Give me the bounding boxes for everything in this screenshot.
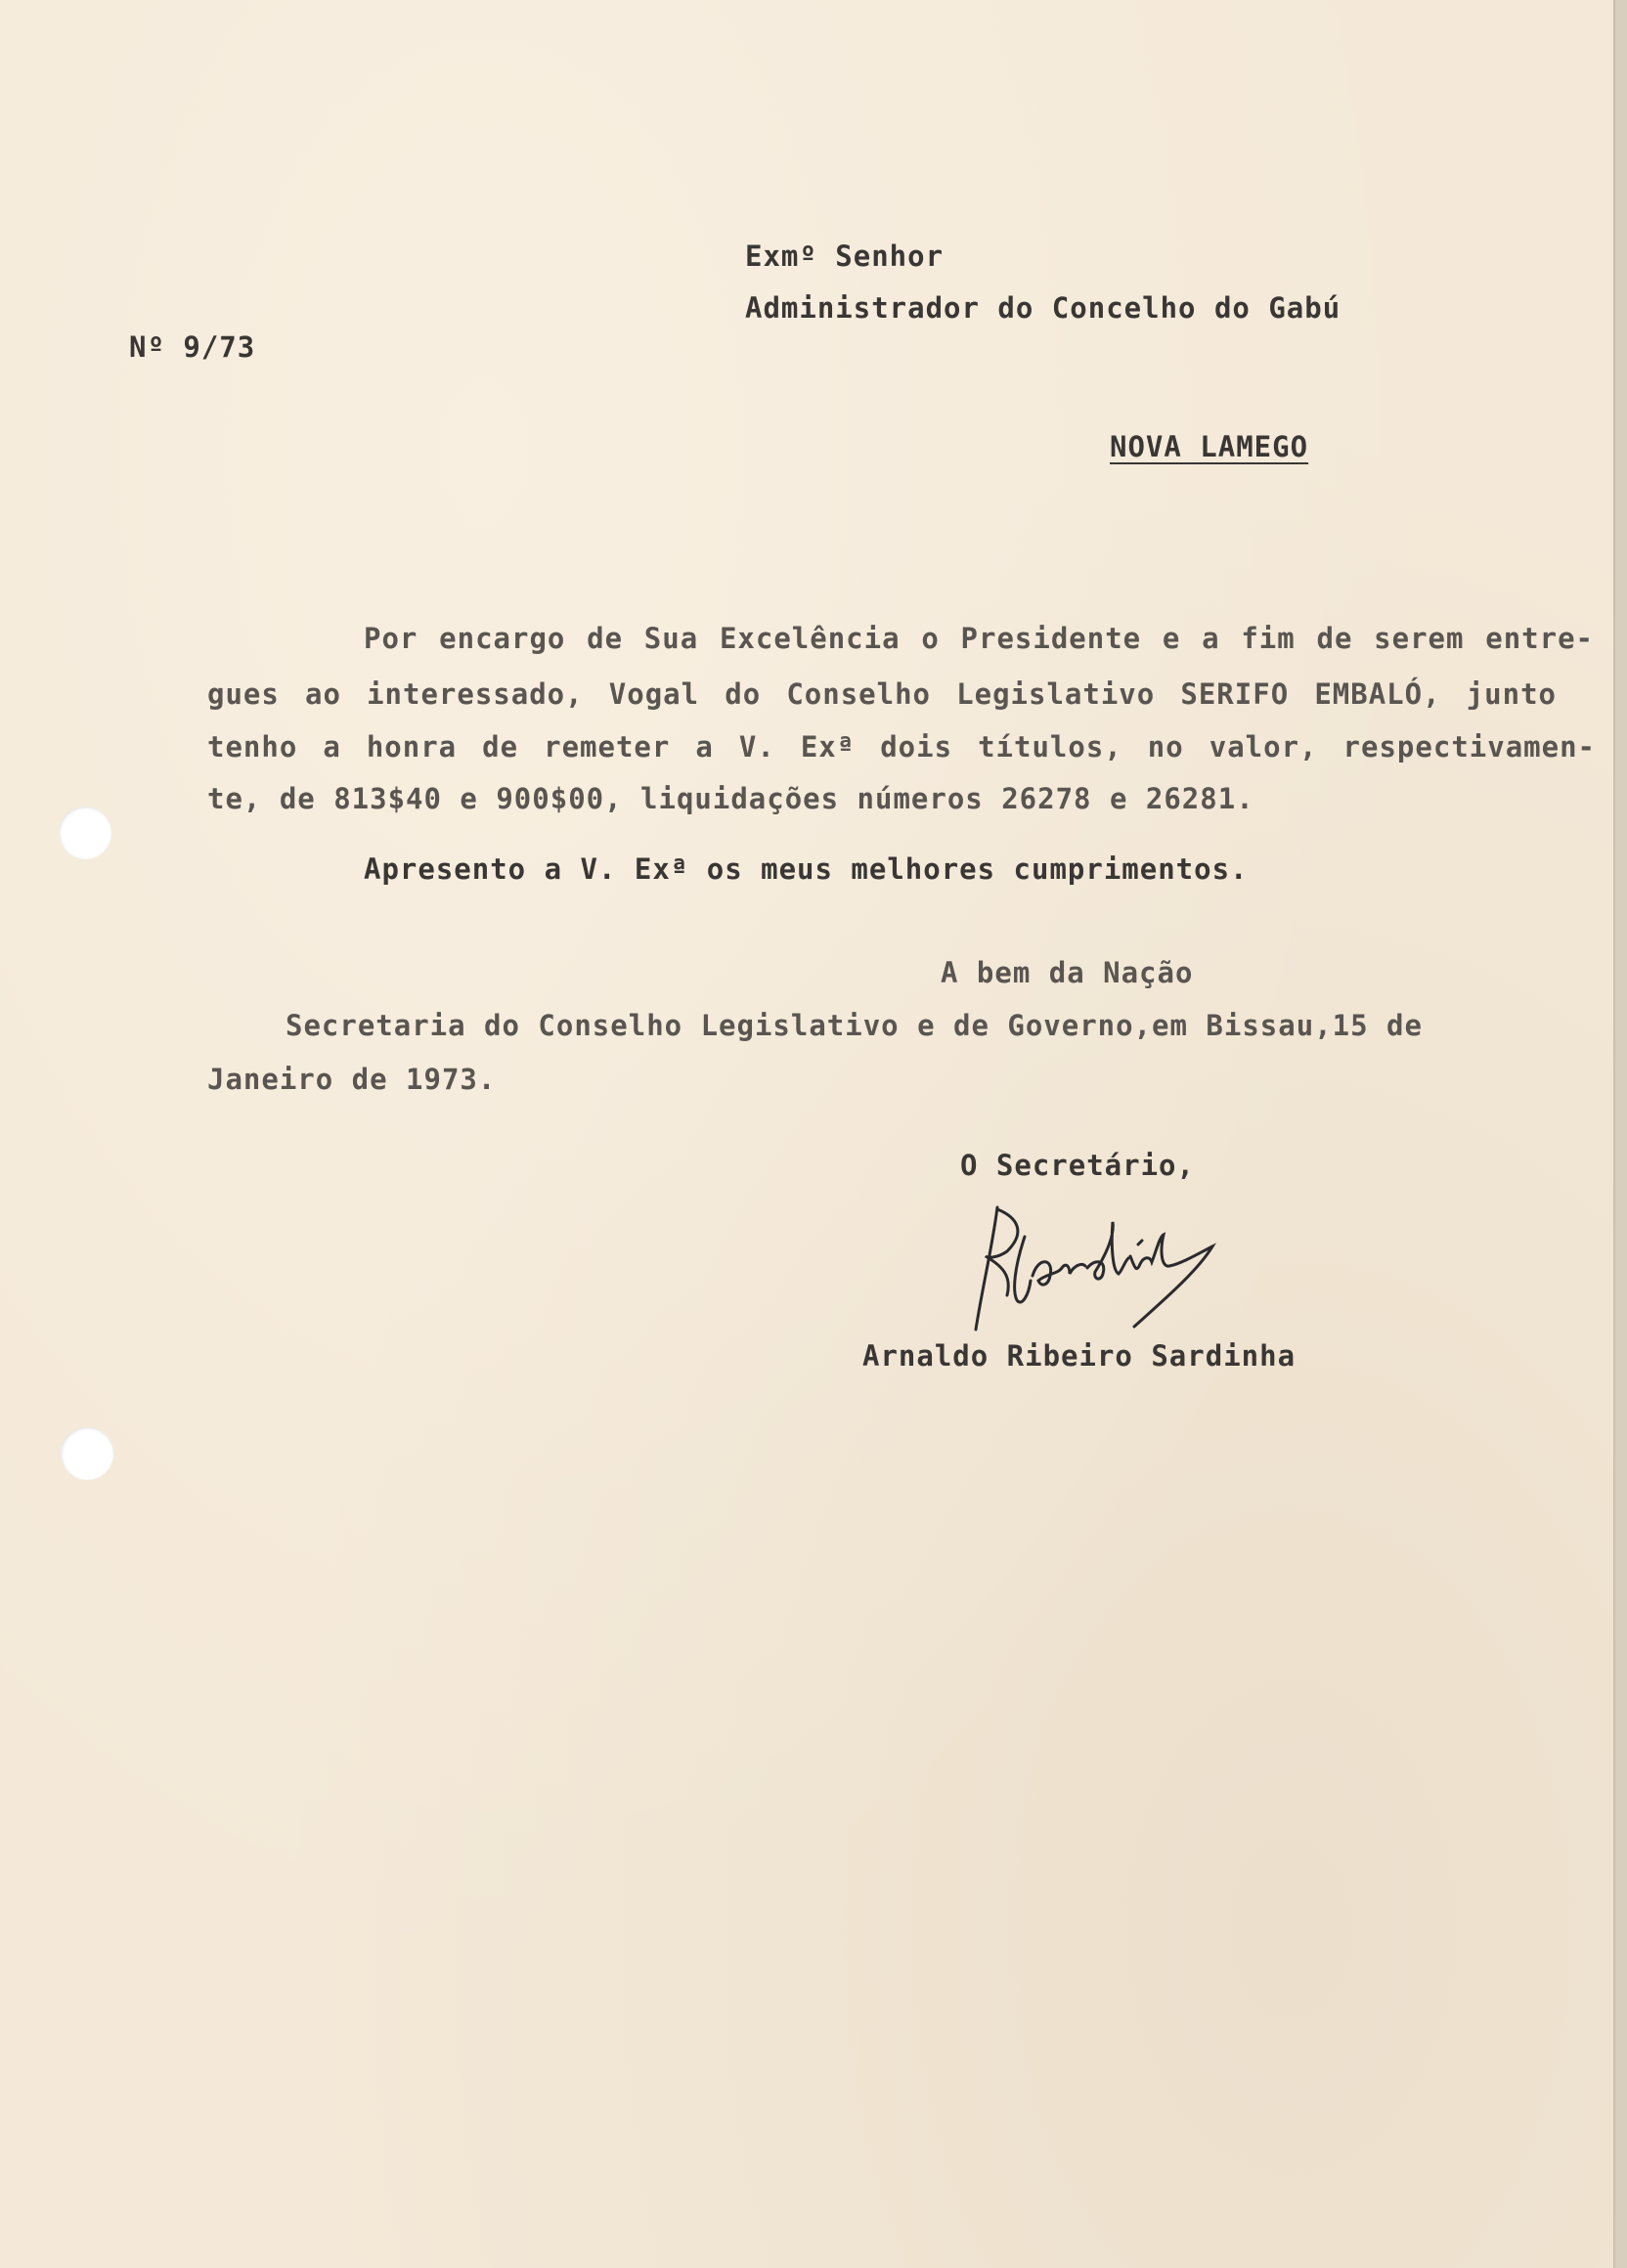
punch-hole-bottom: [61, 1427, 113, 1480]
body-line-2: gues ao interessado, Vogal do Conselho Legislativo SERIFO EMBALÓ, junto: [207, 677, 1557, 711]
body-line-4: te, de 813$40 e 900$00, liquidações números 26278 e 26281.: [207, 782, 1254, 815]
addressee: Administrador do Concelho do Gabú: [745, 291, 1341, 325]
signer-title: O Secretário,: [960, 1149, 1195, 1182]
punch-hole-top: [59, 807, 111, 859]
reference-number: Nº 9/73: [129, 330, 256, 364]
closing: A bem da Nação: [941, 956, 1194, 989]
location: NOVA LAMEGO: [1110, 430, 1309, 463]
signer-name: Arnaldo Ribeiro Sardinha: [862, 1339, 1297, 1373]
place-date-line-1: Secretaria do Conselho Legislativo e de Governo,em Bissau,15 de: [286, 1009, 1423, 1042]
salutation: Exmº Senhor: [745, 240, 945, 273]
place-date-line-2: Janeiro de 1973.: [207, 1063, 497, 1096]
body-line-1: Por encargo de Sua Excelência o Presidente e a fim de serem entre-: [364, 622, 1594, 655]
compliments: Apresento a V. Exª os meus melhores cumprimentos.: [364, 852, 1249, 886]
handwritten-signature: [968, 1198, 1261, 1334]
body-line-3: tenho a honra de remeter a V. Exª dois títulos, no valor, respectivamen-: [207, 730, 1596, 763]
